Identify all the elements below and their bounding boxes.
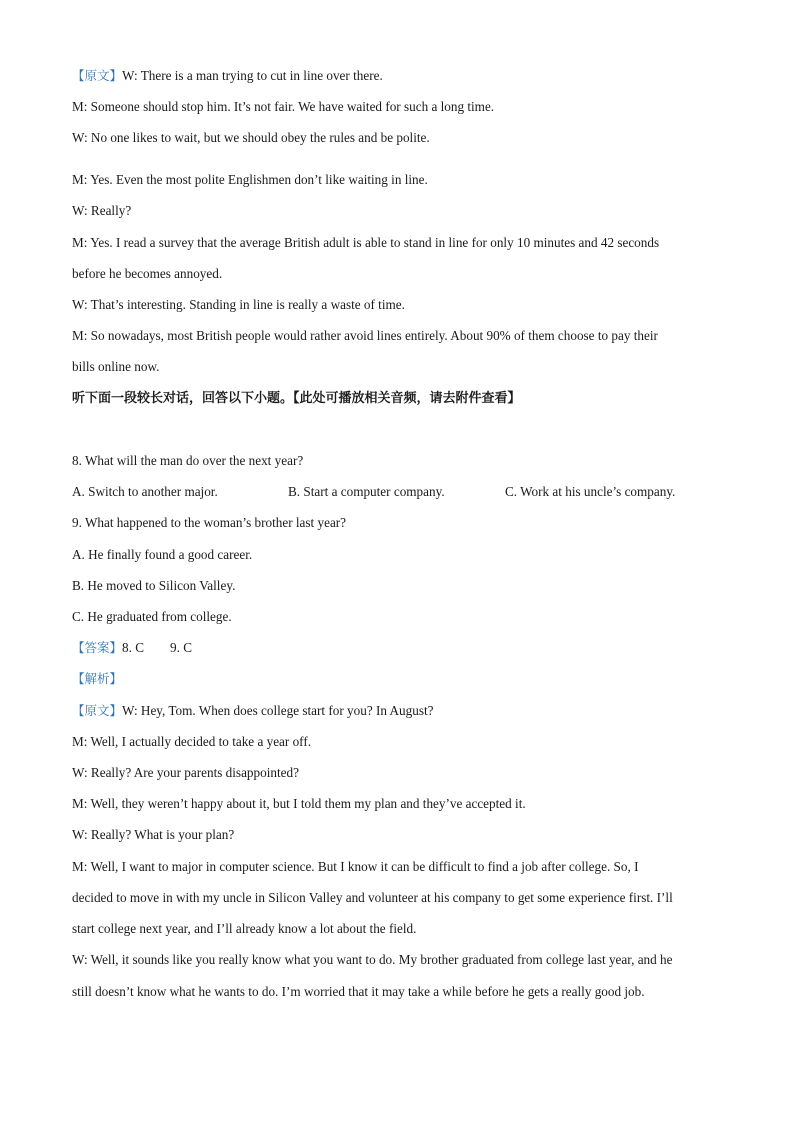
transcript-line: decided to move in with my uncle in Silicon Valley and volunteer at his company to get some experience first. I’ll xyxy=(72,890,673,905)
transcript-line: bills online now. xyxy=(72,359,160,374)
question-8-options xyxy=(72,484,675,500)
answer-9: 9. C xyxy=(170,640,192,655)
transcript-line: 【原文】W: There is a man trying to cut in line over there. xyxy=(72,68,383,83)
answer-8: 8. C xyxy=(122,640,144,655)
analysis-tag: 【解析】 xyxy=(72,671,123,686)
transcript-line: W: Really? xyxy=(72,203,132,218)
transcript-line: M: Well, I actually decided to take a year off. xyxy=(72,734,312,749)
original-text-tag: 【原文】 xyxy=(72,703,123,718)
transcript-line: still doesn’t know what he wants to do. I’m worried that it may take a while before he gets a really good job. xyxy=(72,984,645,999)
option-c: C. He graduated from college. xyxy=(72,609,232,624)
transcript-line: M: So nowadays, most British people would rather avoid lines entirely. About 90% of them choose to pay their xyxy=(72,328,658,343)
transcript-line: M: Well, they weren’t happy about it, but I told them my plan and they’ve accepted it. xyxy=(72,796,526,811)
transcript-line: before he becomes annoyed. xyxy=(72,266,223,281)
transcript-line: W: Well, it sounds like you really know what you want to do. My brother graduated from college last year, and he xyxy=(72,952,673,967)
answer-line xyxy=(72,640,192,656)
transcript-line: W: That’s interesting. Standing in line is really a waste of time. xyxy=(72,297,405,312)
transcript-line: M: Yes. Even the most polite Englishmen don’t like waiting in line. xyxy=(72,172,428,187)
original-text-tag: 【原文】 xyxy=(72,68,123,83)
question-9-stem: 9. What happened to the woman’s brother last year? xyxy=(72,515,347,530)
option-a: A. Switch to another major. xyxy=(72,484,218,499)
option-b: B. He moved to Silicon Valley. xyxy=(72,578,236,593)
transcript-line: M: Someone should stop him. It’s not fair. We have waited for such a long time. xyxy=(72,99,495,114)
transcript-line: W: No one likes to wait, but we should obey the rules and be polite. xyxy=(72,130,430,145)
listening-instruction: 听下面一段较长对话，回答以下小题。【此处可播放相关音频，请去附件查看】 xyxy=(72,391,521,406)
transcript-line: W: Really? What is your plan? xyxy=(72,827,235,842)
transcript-line: M: Well, I want to major in computer science. But I know it can be difficult to find a job after college. So, I xyxy=(72,859,639,874)
option-a: A. He finally found a good career. xyxy=(72,547,253,562)
option-b: B. Start a computer company. xyxy=(288,484,445,499)
question-8-stem: 8. What will the man do over the next year? xyxy=(72,453,304,468)
transcript-line: W: Really? Are your parents disappointed? xyxy=(72,765,299,780)
transcript-line: M: Yes. I read a survey that the average British adult is able to stand in line for only 10 minutes and 42 seconds xyxy=(72,235,660,250)
answer-tag: 【答案】 xyxy=(72,640,123,655)
transcript-line: start college next year, and I’ll already know a lot about the field. xyxy=(72,921,417,936)
option-c: C. Work at his uncle’s company. xyxy=(505,484,676,499)
transcript-line: 【原文】W: Hey, Tom. When does college start for you? In August? xyxy=(72,703,434,718)
